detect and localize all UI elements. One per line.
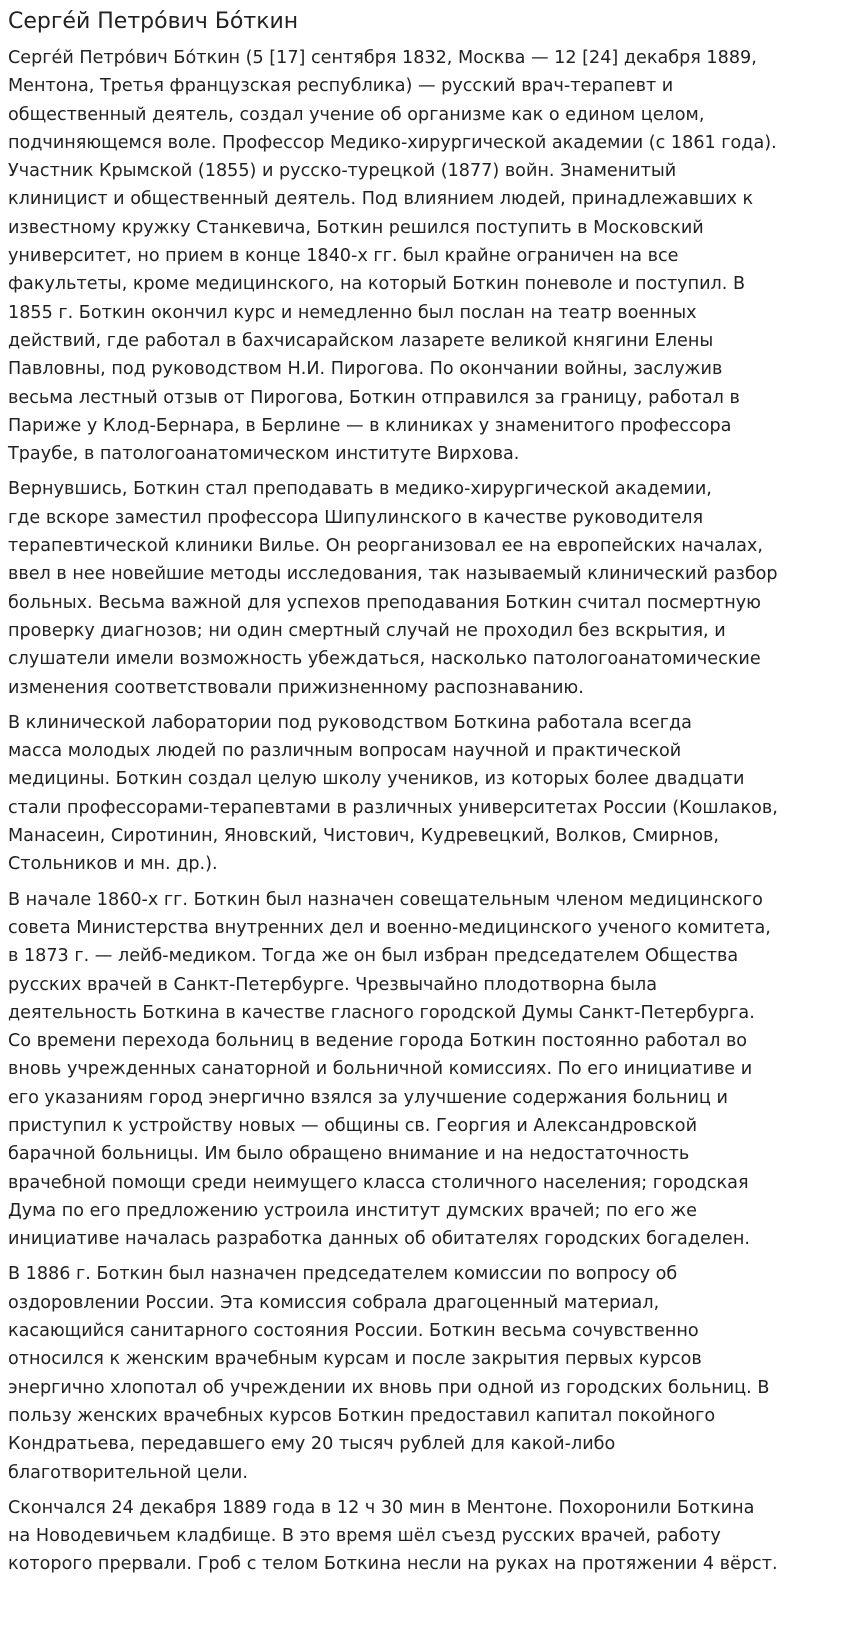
article-title: Серге́й Петро́вич Бо́ткин	[8, 9, 299, 34]
paragraph-biography-intro: Серге́й Петро́вич Бо́ткин (5 [17] сентября 1832, Москва — 12 [24] декабря 1889, Ментона, Третья французская республика) — русский врач-терапевт и общественный деятель, создал учение об организме как о едином целом, подчиняющемся воле. Профессор Медико-хирургической академии (с 1861 года). Участник Крымской (1855) и русско-турецкой (1877) войн. Знаменитый клиницист и общественный деятель. Под влиянием людей, принадлежавших к известному кружку Станкевича, Боткин решился поступить в Московский университет, но прием в конце 1840-х гг. был крайне ограничен на все факультеты, кроме медицинского, на который Боткин поневоле и поступил. В 1855 г. Боткин окончил курс и немедленно был послан на театр военных действий, где работал в бахчисарайском лазарете великой княгини Елены Павловны, под руководством Н.И. Пирогова. По окончании войны, заслужив весьма лестный отзыв от Пирогова, Боткин отправился за границу, работал в Париже у Клод-Бернара, в Берлине — в клиниках у знаменитого профессора Траубе, в патологоанатомическом институте Вирхова.	[8, 48, 777, 465]
paragraph-clinical-school: В клинической лаборатории под руководством Боткина работала всегда масса молодых людей по различным вопросам научной и практической медицины. Боткин создал целую школу учеников, из которых более двадцати стали профессорами-терапевтами в различных университетах России (Кошлаков, Манасеин, Сиротинин, Яновский, Чистович, Кудревецкий, Волков, Смирнов, Стольников и мн. др.).	[8, 712, 778, 875]
paragraph-academy-teaching: Вернувшись, Боткин стал преподавать в медико-хирургической академии, где вскоре заместил профессора Шипулинского в качестве руководителя терапевтической клиники Вилье. Он реорганизовал ее на европейских началах, ввел в нее новейшие методы исследования, так называемый клинический разбор больных. Весьма важной для успехов преподавания Боткин считал посмертную проверку диагнозов; ни один смертный случай не проходил без вскрытия, и слушатели имели возможность убеждаться, насколько патологоанатомические изменения соответствовали прижизненному распознаванию.	[8, 479, 778, 698]
paragraph-health-commission: В 1886 г. Боткин был назначен председателем комиссии по вопросу об оздоровлении России. Эта комиссия собрала драгоценный материал, касающийся санитарного состояния России. Боткин весьма сочувственно относился к женским врачебным курсам и после закрытия первых курсов энергично хлопотал об учреждении их вновь при одной из городских больниц. В пользу женских врачебных курсов Боткин предоставил капитал покойного Кондратьева, передавшего ему 20 тысяч рублей для какой-либо благотворительной цели.	[8, 1264, 770, 1483]
paragraph-death: Скончался 24 декабря 1889 года в 12 ч 30 мин в Ментоне. Похоронили Боткина на Новодевичьем кладбище. В это время шёл съезд русских врачей, работу которого прервали. Гроб с телом Боткина несли на руках на протяжении 4 вёрст.	[8, 1497, 778, 1575]
paragraph-public-service: В начале 1860-х гг. Боткин был назначен совещательным членом медицинского совета Министерства внутренних дел и военно-медицинского ученого комитета, в 1873 г. — лейб-медиком. Тогда же он был избран председателем Общества русских врачей в Санкт-Петербурге. Чрезвычайно плодотворна была деятельность Боткина в качестве гласного городской Думы Санкт-Петербурга. Со времени перехода больниц в ведение города Боткин постоянно работал во вновь учрежденных санаторной и больничной комиссиях. По его инициативе и его указаниям город энергично взялся за улучшение содержания больниц и приступил к устройству новых — общины св. Георгия и Александровской барачной больницы. Им было обращено внимание и на недостаточность врачебной помощи среди неимущего класса столичного населения; городская Дума по его предложению устроила институт думских врачей; по его же инициативе началась разработка данных об обитателях городских богаделен.	[8, 889, 771, 1250]
